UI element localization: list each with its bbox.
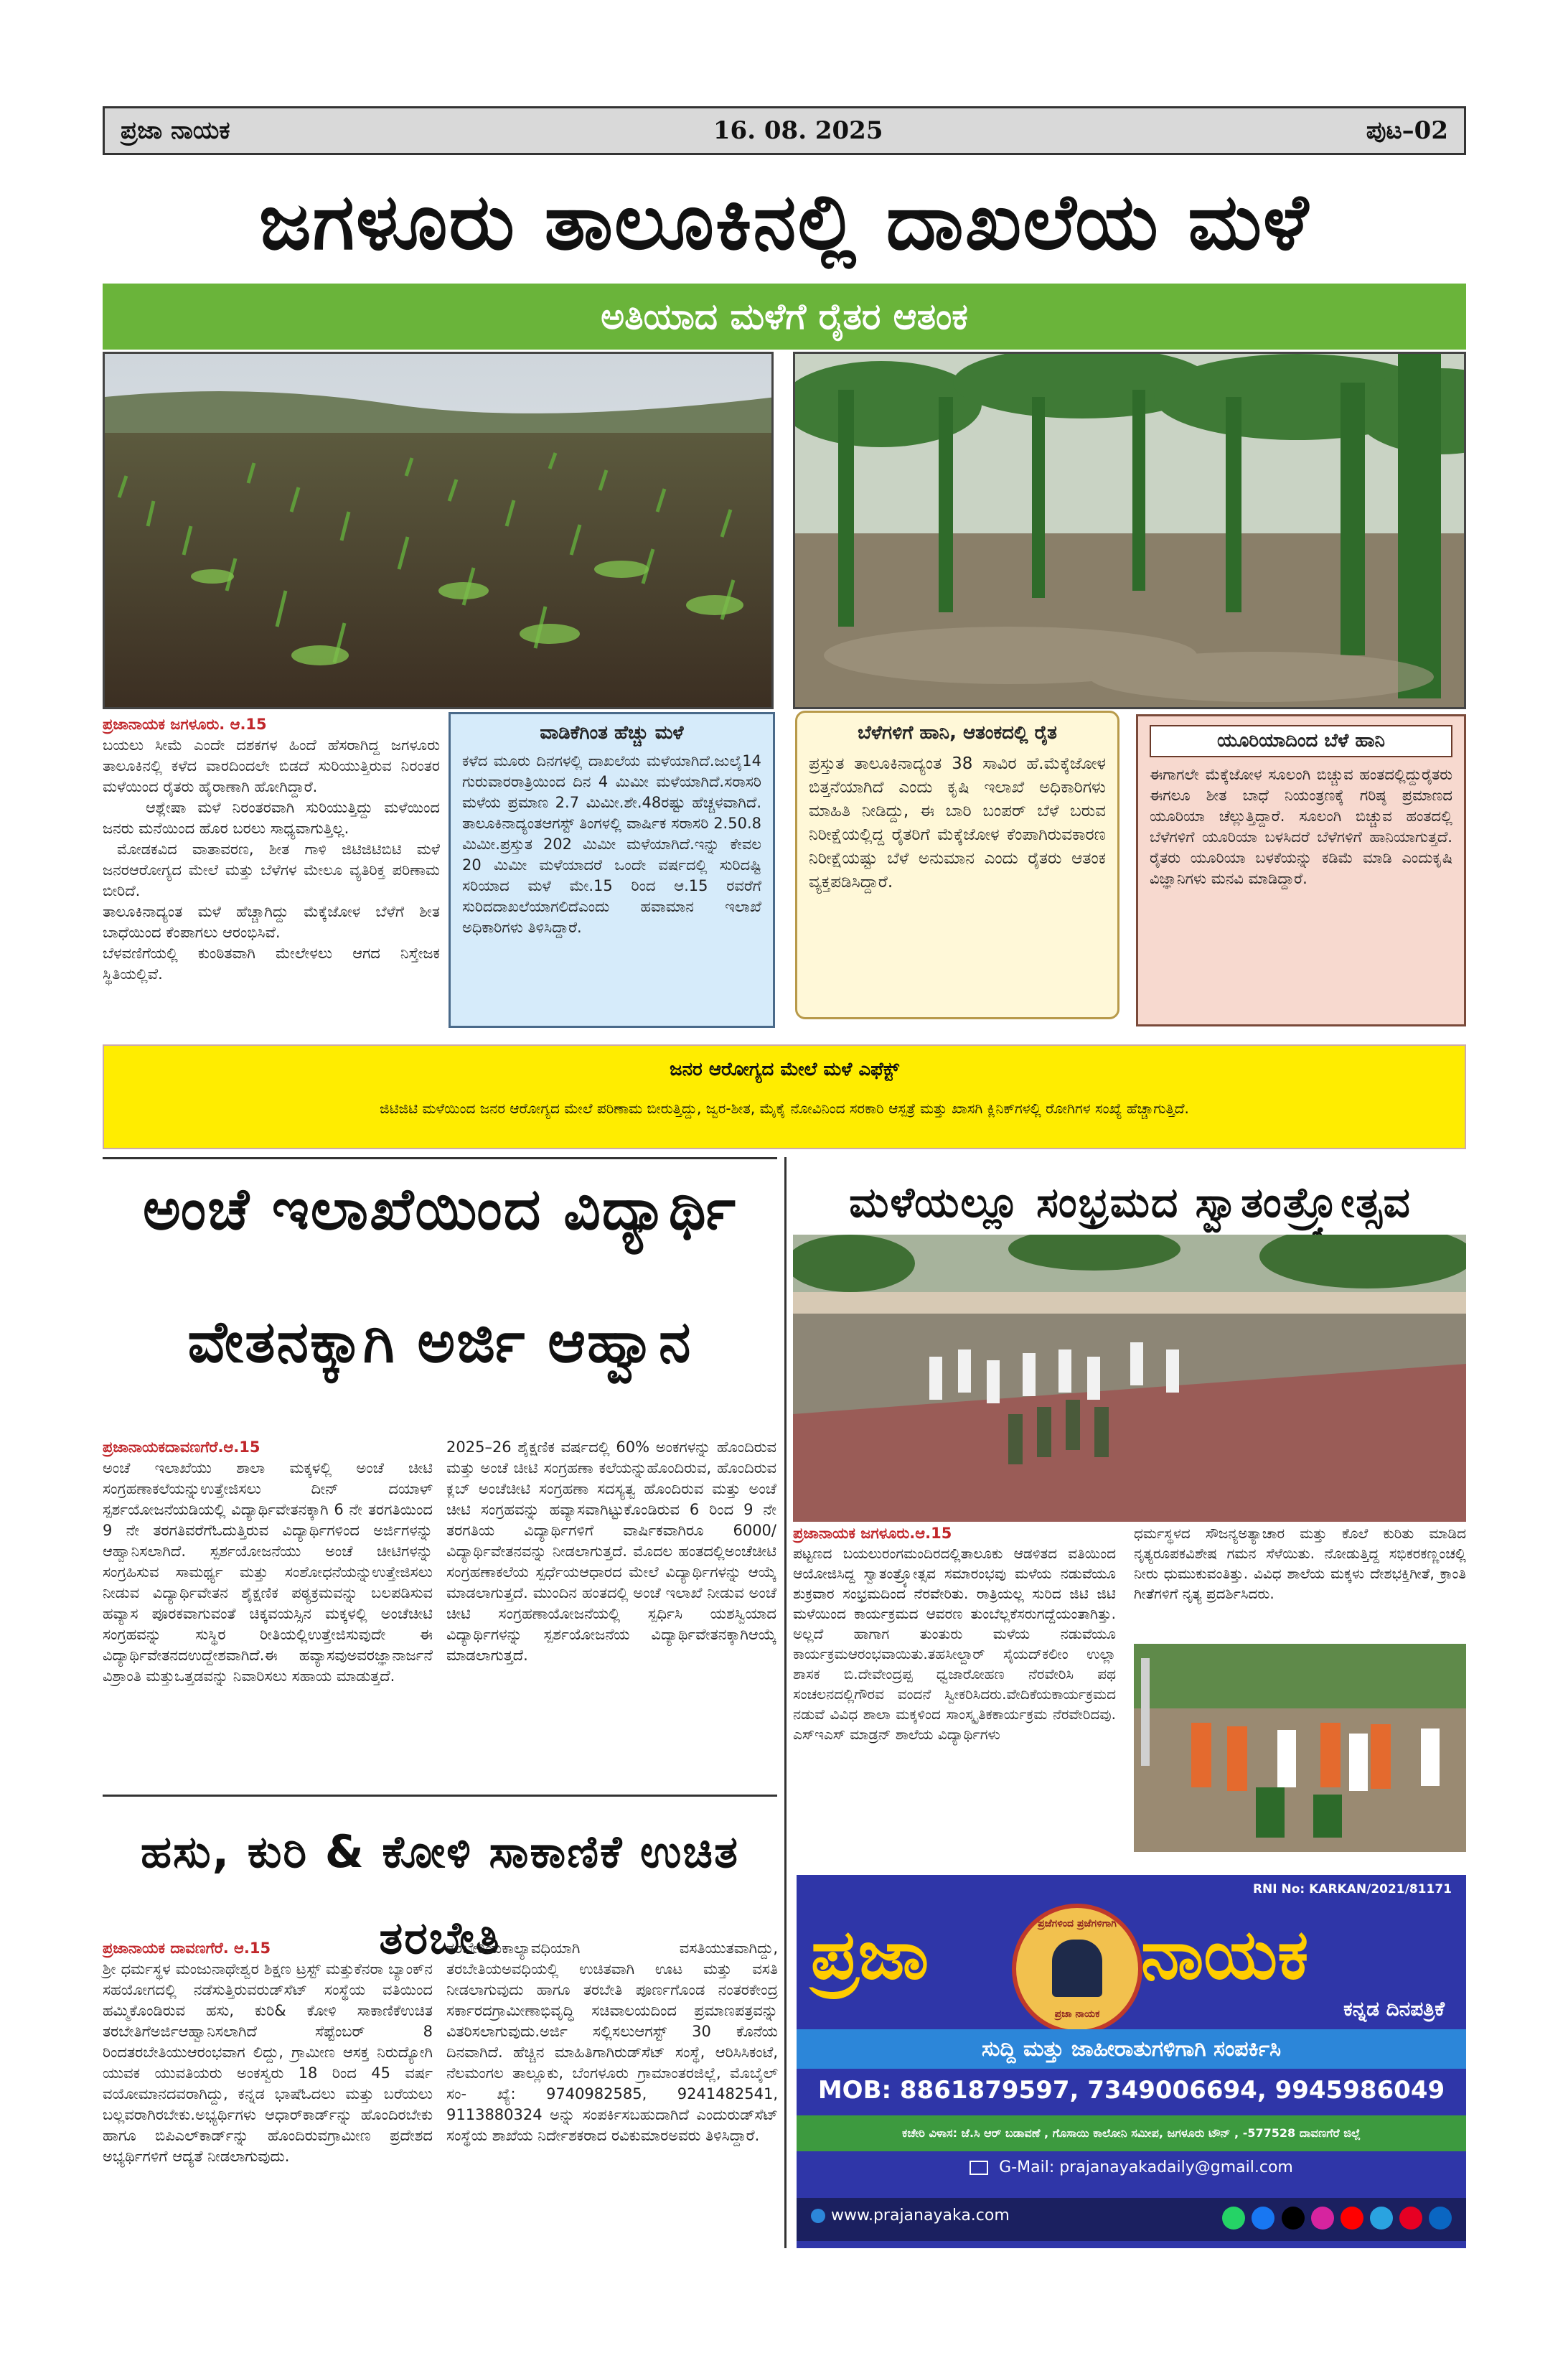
youtube-icon — [1341, 2207, 1363, 2230]
scholarship-dateline: ಪ್ರಜಾನಾಯಕದಾವಣಗೆರೆ.ಆ.15 — [103, 1439, 260, 1456]
website — [811, 2207, 1010, 2225]
seal-bottom-text: ಪ್ರಜಾ ನಾಯಕ — [1054, 2008, 1100, 2020]
logo-text-right: ನಾಯಕ — [1141, 1914, 1309, 1995]
rain-paragraph-2: ಆಶ್ಲೇಷಾ ಮಳೆ ನಿರಂತರವಾಗಿ ಸುರಿಯುತ್ತಿದ್ದು ಮಳೆಯಿಂದ ಜನರು ಮನೆಯಿಂದ ಹೊರ ಬರಲು ಸಾಧ್ಯವಾಗುತ್ತಿಲ್ಲ. — [103, 799, 440, 837]
page-header — [103, 106, 1466, 155]
independence-col2 — [1134, 1523, 1466, 1604]
health-text: ಜಿಟಿಜಿಟಿ ಮಳೆಯಿಂದ ಜನರ ಆರೋಗ್ಯದ ಮೇಲೆ ಪರಿಣಾಮ ಬೀರುತ್ತಿದ್ದು, ಜ್ವರ-ಶೀತ, ಮೈಕೈ ನೋವಿನಿಂದ ಸರಕಾರಿ ಆಸ್ಪತ್ರೆ ಮತ್ತು ಖಾಸಗಿ ಕ್ಲಿನಿಕ್‌ಗಳಲ್ಲಿ ರೋಗಿಗಳ ಸಂಖ್ಯೆ ಹೆಚ್ಚಾಗುತ್ತಿದೆ. — [380, 1100, 1189, 1117]
issue-date: 16. 08. 2025 — [713, 116, 883, 145]
website-text: www.prajanayaka.com — [831, 2207, 1010, 2225]
email-row — [797, 2158, 1466, 2176]
scholarship-col2 — [446, 1437, 776, 1666]
subheadline-band — [103, 284, 1466, 350]
facebook-icon — [1252, 2207, 1274, 2230]
training-col2 — [446, 1938, 778, 2146]
tagline: ಕನ್ನಡ ದಿನಪತ್ರಿಕೆ — [1343, 1997, 1445, 2021]
cream-box-text: ಪ್ರಸ್ತುತ ತಾಲೂಕಿನಾದ್ಯಂತ 38 ಸಾವಿರ ಹೆ.ಮೆಕ್ಕೆಜೋಳ ಬಿತ್ತನೆಯಾಗಿದೆ ಎಂದು ಕೃಷಿ ಇಲಾಖೆ ಅಧಿಕಾರಿಗಳು ಮಾಹಿತಿ ನೀಡಿದ್ದು, ಈ ಬಾರಿ ಬಂಪರ್ ಬೆಳೆ ಬರುವ ನಿರೀಕ್ಷೆಯಲ್ಲಿದ್ದ ರೈತರಿಗೆ ಮೆಕ್ಕೆಜೋಳ ಕೆಂಪಾಗಿರುವಕಾರಣ ನಿರೀಕ್ಷೆಯಷ್ಟು ಬೆಳೆ ಅನುಮಾನ ಎಂದು ರೈತರು ಆತಂಕ ವ್ಯಕ್ತಪಡಿಸಿದ್ದಾರೆ. — [809, 754, 1106, 892]
seal-top-text: ಪ್ರಜೆಗಳಿಂದ ಪ್ರಜೆಗಳಿಗಾಗಿ — [1038, 1918, 1117, 1929]
rain-paragraph-1: ಬಯಲು ಸೀಮೆ ಎಂದೇ ದಶಕಗಳ ಹಿಂದೆ ಹೆಸರಾಗಿದ್ದ ಜಗಳೂರು ತಾಲೂಕಿನಲ್ಲಿ ಕಳೆದ ವಾರದಿಂದಲೇ ಬಿಡದೆ ಸುರಿಯುತ್ತಿರುವ ನಿರಂತರ ಮಳೆಯಿಂದ ರೈತರು ಹೈರಾಣಾಗಿ ಹೋಗಿದ್ದಾರೆ. — [103, 736, 440, 795]
parade-photo — [793, 1235, 1466, 1522]
rain-paragraph-4: ತಾಲೂಕಿನಾದ್ಯಂತ ಮಳೆ ಹೆಚ್ಚಾಗಿದ್ದು ಮೆಕ್ಕೆಜೋಳ ಬೆಳೆಗೆ ಶೀತ ಬಾಧೆಯಿಂದ ಕೆಂಪಾಗಲು ಆರಂಭಿಸಿವೆ. — [103, 903, 440, 941]
rain-paragraph-3: ಮೋಡಕವಿದ ವಾತಾವರಣ, ಶೀತ ಗಾಳಿ ಜಿಟಿಜಿಟಿಬಿಟಿ ಮಳೆ ಜನರಆರೋಗ್ಯದ ಮೇಲೆ ಮತ್ತು ಬೆಳೆಗಳ ಮೇಲೂ ವ್ಯತಿರಿಕ್ತ ಪರಿಣಾಮ ಬೀರಿದೆ. — [103, 841, 440, 899]
divider — [103, 1157, 777, 1159]
urea-damage-box — [1136, 714, 1466, 1026]
logo-text-left: ಪ್ರಜಾ — [811, 1914, 929, 1995]
blue-box-text: ಕಳೆದ ಮೂರು ದಿನಗಳಲ್ಲಿ ದಾಖಲೆಯ ಮಳೆಯಾಗಿದೆ.ಜುಲೈ14 ಗುರುವಾರರಾತ್ರಿಯಿಂದ ದಿನ 4 ಮಿಮೀ ಮಳೆಯಾಗಿದೆ.ಸರಾಸರಿ ಮಳೆಯ ಪ್ರಮಾಣ 2.7 ಮಿಮೀ.ಶೇ.48ರಷ್ಟು ಹೆಚ್ಚಳವಾಗಿದೆ. ತಾಲೂಕಿನಾದ್ಯಂತಆಗಸ್ಟ್ ತಿಂಗಳಲ್ಲಿ ವಾರ್ಷಿಕ ಸರಾಸರಿ 2.50.8 ಮಿಮೀ.ಪ್ರಸ್ತುತ 202 ಮಿಮೀ ಮಳೆಯಾಗಿದೆ.ಇನ್ನು ಕೇವಲ 20 ಮಿಮೀ ಮಳೆಯಾದರೆ ಒಂದೇ ವರ್ಷದಲ್ಲಿ ಸುರಿದಷ್ಟಿ ಸರಿಯಾದ ಮಳೆ ಮೇ.15 ರಿಂದ ಆ.15 ರವರೆಗೆ ಸುರಿದದಾಖಲೆಯಾಗಲಿದೆಎಂದು ಹವಾಮಾನ ಇಲಾಖೆ ಅಧಿಕಾರಿಗಳು ತಿಳಿಸಿದ್ದಾರೆ. — [462, 752, 761, 936]
instagram-icon — [1311, 2207, 1334, 2230]
social-icons — [1219, 2207, 1452, 2232]
divider — [103, 1795, 777, 1797]
health-title: ಜನರ ಆರೋಗ್ಯದ ಮೇಲೆ ಮಳೆ ಎಫೆಕ್ಟ್ — [670, 1059, 899, 1080]
rni-number: RNI No: KARKAN/2021/81171 — [1252, 1882, 1452, 1896]
scholarship-text-2: 2025–26 ಶೈಕ್ಷಣಿಕ ವರ್ಷದಲ್ಲಿ 60% ಅಂಕಗಳನ್ನು ಹೊಂದಿರುವ ಮತ್ತು ಅಂಚೆ ಚೀಟಿ ಸಂಗ್ರಹಣಾ ಕಲೆಯನ್ನುಹೊಂದಿರುವ, ಹೊಂದಿರುವ ಕ್ಲಬ್ ಅಂಚೆಚೀಟಿ ಸಂಗ್ರಹಣಾ ಸದಸ್ಯತ್ವ ಹೊಂದಿರುವ ಮತ್ತು ಅಂಚೆ ಚೀಟಿ ಸಂಗ್ರಹವನ್ನು ಹವ್ಯಾಸವಾಗಿಟ್ಟುಕೊಂಡಿರುವ 6 ರಿಂದ 9 ನೇ ತರಗತಿಯ ವಿದ್ಯಾರ್ಥಿಗಳಿಗೆ ವಾರ್ಷಿಕವಾಗಿರೂ 6000/ ವಿದ್ಯಾರ್ಥಿವೇತನವನ್ನು ನೀಡಲಾಗುತ್ತದೆ. ಮೊದಲ ಹಂತದಲ್ಲಿಅಂಚೆಚೀಟಿ ಸಂಗ್ರಹಣಾಕಲೆಯ ಸ್ಪರ್ಧೆಯಆಧಾರದ ಮೇಲೆ ವಿದ್ಯಾರ್ಥಿಗಳನ್ನು ಆಯ್ಕೆ ಮಾಡಲಾಗುತ್ತದೆ. ಮುಂದಿನ ಹಂತದಲ್ಲಿ ಅಂಚೆ ಇಲಾಖೆ ನೀಡುವ ಅಂಚೆ ಚೀಟಿ ಸಂಗ್ರಹಣಾಯೋಜನೆಯಲ್ಲಿ ಸ್ಪರ್ಧಿಸಿ ಯಶಸ್ವಿಯಾದ ವಿದ್ಯಾರ್ಥಿಗಳನ್ನು ಸ್ಪರ್ಶಯೋಜನೆಯ ವಿದ್ಯಾರ್ಥಿವೇತನಕ್ಕಾಗಿಆಯ್ಕೆ ಮಾಡಲಾಗುತ್ತದೆ. — [446, 1439, 776, 1664]
independence-col1 — [793, 1523, 1116, 1744]
footer-bar — [797, 2198, 1466, 2241]
training-col1 — [103, 1938, 433, 2167]
linkedin-icon — [1429, 2207, 1452, 2230]
scholarship-col1 — [103, 1437, 433, 1687]
blue-box-title: ವಾಡಿಕೆಗಿಂತ ಹೆಚ್ಚು ಮಳೆ — [540, 722, 684, 744]
mail-icon — [970, 2161, 988, 2175]
independence-text-2: ಧರ್ಮಸ್ಥಳದ ಸೌಜನ್ಯಅತ್ಯಾಚಾರ ಮತ್ತು ಕೊಲೆ ಕುರಿತು ಮಾಡಿದ ನೃತ್ಯರೂಪಕವಿಶೇಷ ಗಮನ ಸೆಳೆಯಿತು. ನೋಡುತ್ತಿದ್ದ ಸಭಿಕರಕಣ್ಣಂಚಲ್ಲಿ ನೀರು ಧುಮುಕುವಂತಿತ್ತು. ವಿವಿಧ ಶಾಲೆಯ ಮಕ್ಕಳು ದೇಶಭಕ್ತಿಗೀತೆ, ಕ್ರಾಂತಿ ಗೀತೆಗಳಿಗೆ ನೃತ್ಯ ಪ್ರದರ್ಶಿಸಿದರು. — [1134, 1525, 1466, 1602]
paper-name: ಪ್ರಜಾ ನಾಯಕ — [121, 116, 230, 145]
pinterest-icon — [1399, 2207, 1422, 2230]
scholarship-headline-1: ಅಂಚೆ ಇಲಾಖೆಯಿಂದ ವಿದ್ಯಾರ್ಥಿ — [143, 1176, 737, 1243]
crop-damage-box — [795, 711, 1119, 1019]
main-headline: ಜಗಳೂರು ತಾಲೂಕಿನಲ್ಲಿ ದಾಖಲೆಯ ಮಳೆ — [258, 177, 1310, 267]
x-icon — [1282, 2207, 1305, 2230]
seal-logo — [1012, 1904, 1142, 2034]
email-text: G-Mail: prajanayakadaily@gmail.com — [999, 2158, 1293, 2176]
pink-box-title: ಯೂರಿಯಾದಿಂದ ಬೆಳೆ ಹಾನಿ — [1150, 725, 1452, 757]
whatsapp-icon — [1222, 2207, 1245, 2230]
scholarship-headline-2: ವೇತನಕ್ಕಾಗಿ ಅರ್ಜಿ ಆಹ್ವಾನ — [187, 1309, 693, 1375]
training-headline: ಹಸು, ಕುರಿ & ಕೋಳಿ ಸಾಕಾಣಿಕೆ ಉಚಿತ ತರಬೇತಿ — [141, 1825, 739, 1964]
training-dateline: ಪ್ರಜಾನಾಯಕ ದಾವಣಗೆರೆ. ಆ.15 — [103, 1940, 271, 1957]
flooded-plantation-photo — [793, 352, 1466, 709]
independence-dateline: ಪ್ರಜಾನಾಯಕ ಜಗಳೂರು.ಆ.15 — [793, 1525, 952, 1542]
contact-banner: ಸುದ್ದಿ ಮತ್ತು ಜಾಹೀರಾತುಗಳಿಗಾಗಿ ಸಂಪರ್ಕಿಸಿ — [797, 2029, 1466, 2069]
independence-text-1: ಪಟ್ಟಣದ ಬಯಲುರಂಗಮಂದಿರದಲ್ಲಿತಾಲೂಕು ಆಡಳಿತದ ವತಿಯಿಂದ ಆಯೋಜಿಸಿದ್ದ ಸ್ವಾತಂತ್ರ್ಯೋತ್ಸವ ಸಮಾರಂಭವು ಮಳೆಯ ನಡುವೆಯೂ ಶುಕ್ರವಾರ ಸಂಭ್ರಮದಿಂದ ನೆರವೇರಿತು. ರಾತ್ರಿಯಲ್ಲ ಸುರಿದ ಜಿಟಿ ಜಿಟಿ ಮಳೆಯಿಂದ ಕಾರ್ಯಕ್ರಮದ ಆವರಣ ತುಂಬೆಲ್ಲಕೆಸರುಗದ್ದೆಯಂತಾಗಿತ್ತು. ಅಲ್ಲದೆ ಹಾಗಾಗ ತುಂತುರು ಮಳೆಯ ನಡುವೆಯೂ ಕಾರ್ಯಕ್ರಮಆರಂಭವಾಯಿತು.ತಹಸೀಲ್ದಾರ್ ಸೈಯದ್‌ಕಲೀಂ ಉಲ್ಲಾ ಶಾಸಕ ಬಿ.ದೇವೇಂದ್ರಪ್ಪ ಧ್ವಜಾರೋಹಣ ನೆರವೇರಿಸಿ ಪಥ ಸಂಚಲನದಲ್ಲಿಗೌರವ ವಂದನೆ ಸ್ವೀಕರಿಸಿದರು.ವೇದಿಕೆಯಕಾರ್ಯಕ್ರಮದ ನಡುವೆ ವಿವಿಧ ಶಾಲಾ ಮಕ್ಕಳಿಂದ ಸಾಂಸ್ಕೃತಿಕಕಾರ್ಯಕ್ರಮ ನೆರವೇರಿದವು. ಎಸ್‌ಇಎಸ್ ಮಾಡ್ರನ್ ಶಾಲೆಯ ವಿದ್ಯಾರ್ಥಿಗಳು — [793, 1545, 1116, 1743]
mobile-numbers: MOB: 8861879597, 7349006694, 9945986049 — [817, 2076, 1445, 2105]
rain-dateline: ಪ್ರಜಾನಾಯಕ ಜಗಳೂರು. ಆ.15 — [103, 716, 267, 733]
health-effect-band — [103, 1044, 1466, 1149]
telegram-icon — [1370, 2207, 1393, 2230]
maize-field-photo — [103, 352, 774, 709]
scholarship-text-1: ಅಂಚೆ ಇಲಾಖೆಯು ಶಾಲಾ ಮಕ್ಕಳಲ್ಲಿ ಅಂಚೆ ಚೀಟಿ ಸಂಗ್ರಹಣಾಕಲೆಯನ್ನುಉತ್ತೇಜಿಸಲು ದೀನ್ ದಯಾಳ್ ಸ್ಪರ್ಶಯೋಜನೆಯಡಿಯಲ್ಲಿ ವಿದ್ಯಾರ್ಥಿವೇತನಕ್ಕಾಗಿ 6 ನೇ ತರಗತಿಯಿಂದ 9 ನೇ ತರಗತಿವರೆಗೆಓದುತ್ತಿರುವ ವಿದ್ಯಾರ್ಥಿಗಳಿಂದ ಅರ್ಜಿಗಳನ್ನು ಆಹ್ವಾನಿಸಲಾಗಿದೆ. ಸ್ಪರ್ಶಯೋಜನೆಯು ಅಂಚೆ ಚೀಟಿಗಳನ್ನು ಸಂಗ್ರಹಿಸುವ ಸಾಮರ್ಥ್ಯ ಮತ್ತು ಸಂಶೋಧನೆಯನ್ನುಉತ್ತೇಜಿಸಲು ನೀಡುವ ವಿದ್ಯಾರ್ಥಿವೇತನ ಶೈಕ್ಷಣಿಕ ಪಠ್ಯಕ್ರಮವನ್ನು ಬಲಪಡಿಸುವ ಹವ್ಯಾಸ ಪೂರಕವಾಗುವಂತೆ ಚಿಕ್ಕವಯಸ್ಸಿನ ಮಕ್ಕಳಲ್ಲಿ ಅಂಚೆಚೀಟಿ ಸಂಗ್ರಹವನ್ನು ಸುಸ್ಥಿರ ರೀತಿಯಲ್ಲಿಉತ್ತೇಜಿಸುವುದೇ ಈ ವಿದ್ಯಾರ್ಥಿವೇತನದಉದ್ದೇಶವಾಗಿದೆ.ಈ ಹವ್ಯಾಸವುಅವರಜ್ಞಾನಾರ್ಜನೆ ವಿಶ್ರಾಂತಿ ಮತ್ತುಒತ್ತಡವನ್ನು ನಿವಾರಿಸಲು ಸಹಾಯ ಮಾಡುತ್ತದೆ. — [103, 1459, 433, 1685]
ceremony-photo — [1134, 1644, 1466, 1852]
rain-story — [103, 714, 440, 985]
above-normal-rain-box — [449, 712, 775, 1028]
subheadline: ಅತಿಯಾದ ಮಳೆಗೆ ರೈತರ ಆತಂಕ — [601, 295, 968, 337]
office-address: ಕಚೇರಿ ವಿಳಾಸ: ಜೆ.ಸಿ ಆರ್ ಬಡಾವಣೆ , ಗೊಸಾಯಿ ಕಾಲೋನಿ ಸಮೀಪ, ಜಗಳೂರು ಟೌನ್ , -577528 ದಾವಣಗೆರೆ ಜಿಲ್ಲೆ — [797, 2115, 1466, 2151]
independence-headline: ಮಳೆಯಲ್ಲೂ ಸಂಭ್ರಮದ ಸ್ವಾತಂತ್ರ್ಯೋತ್ಸವ — [849, 1178, 1412, 1227]
pink-box-text: ಈಗಾಗಲೇ ಮೆಕ್ಕೆಜೋಳ ಸೂಲಂಗಿ ಬಿಚ್ಚುವ ಹಂತದಲ್ಲಿದ್ದುರೈತರು ಈಗಲೂ ಶೀತ ಬಾಧೆ ನಿಯಂತ್ರಣಕ್ಕೆ ಗರಿಷ್ಠ ಪ್ರಮಾಣದ ಯೂರಿಯಾ ಚೆಲ್ಲುತ್ತಿದ್ದಾರೆ. ಸೂಲಂಗಿ ಬಿಚ್ಚುವ ಹಂತದಲ್ಲಿ ಬೆಳೆಗಳಿಗೆ ಯೂರಿಯಾ ಬಳಸಿದರೆ ಬೆಳೆಗಳಿಗೆ ಹಾನಿಯಾಗುತ್ತದೆ. ರೈತರು ಯೂರಿಯಾ ಬಳಕೆಯನ್ನು ಕಡಿಮೆ ಮಾಡಿ ಎಂದುಕೃಷಿ ವಿಜ್ಞಾನಿಗಳು ಮನವಿ ಮಾಡಿದ್ದಾರೆ. — [1150, 766, 1452, 887]
page-number: ಪುಟ–02 — [1366, 116, 1448, 145]
training-text-1: ಶ್ರೀ ಧರ್ಮಸ್ಥಳ ಮಂಜುನಾಥೇಶ್ವರ ಶಿಕ್ಷಣ ಟ್ರಸ್ಟ್ ಮತ್ತುಕೆನರಾ ಬ್ಯಾಂಕ್‌ನ ಸಹಯೋಗದಲ್ಲಿ ನಡೆಸುತ್ತಿರುವರುಡ್‌ಸೆಟ್ ಸಂಸ್ಥೆಯ ವತಿಯಿಂದ ಹಮ್ಮಿಕೊಂಡಿರುವ ಹಸು, ಕುರಿ& ಕೋಳಿ ಸಾಕಾಣಿಕೆಉಚಿತ ತರಬೇತಿಗೆಅರ್ಜಿಆಹ್ವಾನಿಸಲಾಗಿದೆ ಸೆಪ್ಟೆಂಬರ್ 8 ರಿಂದತರಬೇತಿಯುಆರಂಭವಾಗ ಲಿದ್ದು, ಗ್ರಾಮೀಣ ಆಸಕ್ತ ನಿರುದ್ಯೋಗಿ ಯುವಕ ಯುವತಿಯರು ಅಂಕಸ್ವರು 18 ರಿಂದ 45 ವರ್ಷ ವಯೋಮಾನದವರಾಗಿದ್ದು, ಕನ್ನಡ ಭಾಷೆಓದಲು ಮತ್ತು ಬರೆಯಲು ಬಲ್ಲವರಾಗಿರಬೇಕು.ಅಭ್ಯರ್ಥಿಗಳು ಆಧಾರ್‌ಕಾರ್ಡ್‌ನ್ನು ಹೊಂದಿರಬೇಕು ಹಾಗೂ ಬಿಪಿಎಲ್‌ಕಾರ್ಡ್‌ನ್ನು ಹೊಂದಿರುವಗ್ರಾಮೀಣ ಪ್ರದೇಶದ ಅಭ್ಯರ್ಥಿಗಳಿಗೆ ಆದ್ಯತೆ ನೀಡಲಾಗುವುದು. — [103, 1960, 433, 2165]
prajanayaka-advertisement — [797, 1875, 1466, 2248]
globe-icon — [811, 2209, 825, 2223]
training-text-2: ತರಬೇತಿಯಕಾಲ್ಯಾವಧಿಯಾಗಿ ವಸತಿಯುತವಾಗಿದ್ದು, ತರಬೇತಿಯಅವಧಿಯಲ್ಲಿ ಉಚಿತವಾಗಿ ಊಟ ಮತ್ತು ವಸತಿ ನೀಡಲಾಗುವುದು ಹಾಗೂ ತರಬೇತಿ ಪೂರ್ಣಗೊಂಡ ನಂತರಕೇಂದ್ರ ಸರ್ಕಾರದಗ್ರಾಮೀಣಾಭಿವೃದ್ಧಿ ಸಚಿವಾಲಯದಿಂದ ಪ್ರಮಾಣಪತ್ರವನ್ನು ವಿತರಿಸಲಾಗುವುದು.ಅರ್ಜಿ ಸಲ್ಲಿಸಲುಆಗಸ್ಟ್ 30 ಕೊನೆಯ ದಿನವಾಗಿದೆ. ಹೆಚ್ಚಿನ ಮಾಹಿತಿಗಾಗಿರುಡ್‌ಸೆಟ್ ಸಂಸ್ಥೆ, ಆರಿಸಿಸಿಕಂಟೆ, ನೆಲಮಂಗಲ ತಾಲ್ಲೂಕು, ಬೆಂಗಳೂರು ಗ್ರಾಮಾಂತರಜಿಲ್ಲೆ, ಮೊಬೈಲ್ ಸಂ- ಖ್ಯೆ: 9740982585, 9241482541, 9113880324 ಅನ್ನು ಸಂಪರ್ಕಿಸಬಹುದಾಗಿದೆ ಎಂದುರುಡ್‌ಸೆಟ್ ಸಂಸ್ಥೆಯ ಶಾಖೆಯ ನಿರ್ದೇಶಕರಾದ ರವಿಕುಮಾರ‌ಅವರು ತಿಳಿಸಿದ್ದಾರೆ. — [446, 1940, 778, 2144]
column-divider — [784, 1157, 787, 2248]
portrait-icon — [1052, 1940, 1102, 1997]
cream-box-title: ಬೆಳೆಗಳಿಗೆ ಹಾನಿ, ಆತಂಕದಲ್ಲಿ ರೈತ — [858, 722, 1057, 744]
rain-paragraph-5: ಬೆಳವಣಿಗೆಯಲ್ಲಿ ಕುಂಠಿತವಾಗಿ ಮೇಲೇಳಲು ಆಗದ ನಿಸ್ತೇಜಕ ಸ್ಥಿತಿಯಲ್ಲಿವೆ. — [103, 945, 440, 983]
